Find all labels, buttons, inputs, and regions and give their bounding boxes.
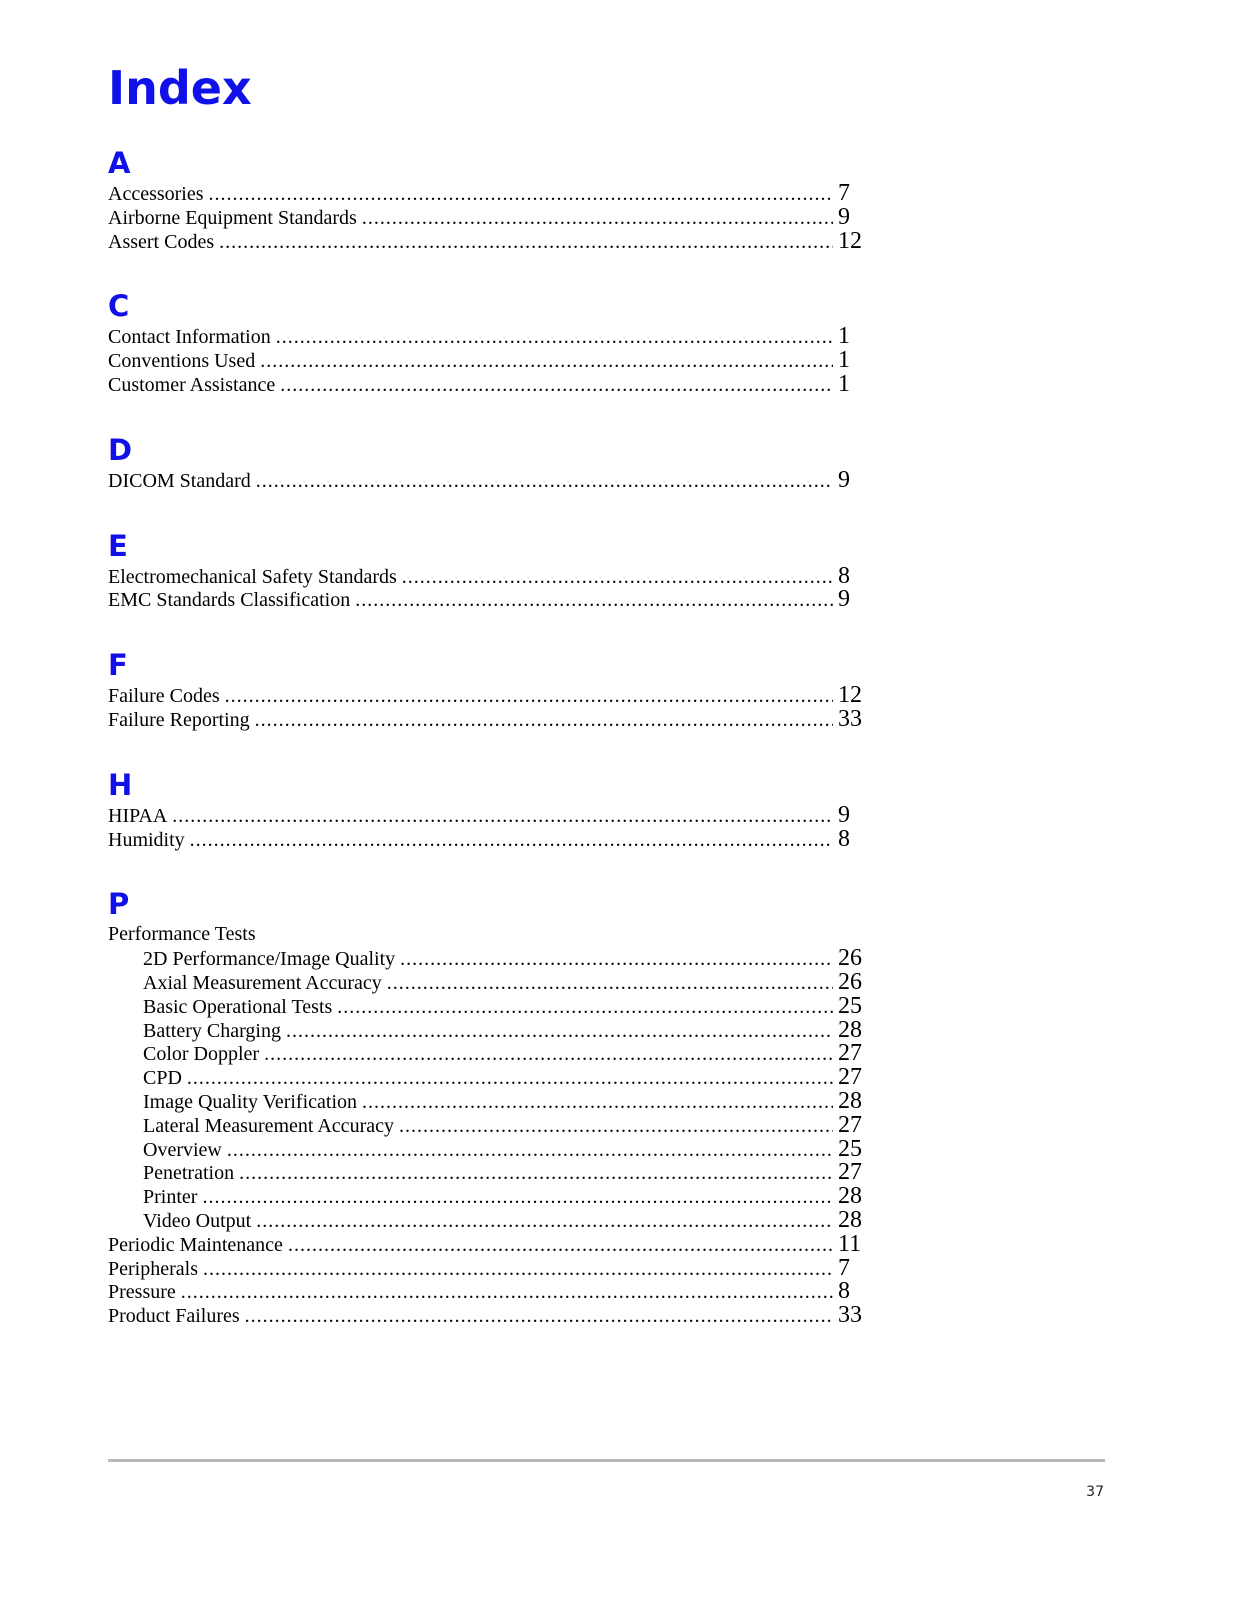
entry-page-number: 9 [838, 586, 850, 613]
entry-term: Lateral Measurement Accuracy [143, 1114, 394, 1137]
index-subentry [108, 1135, 866, 1162]
dot-leader [255, 709, 833, 733]
dot-leader [260, 350, 833, 374]
index-entry [108, 705, 866, 732]
entry-term: Image Quality Verification [143, 1090, 358, 1113]
index-subentry [108, 1111, 866, 1138]
entry-page-number: 27 [838, 1159, 862, 1186]
index-entry [108, 562, 866, 589]
dot-leader [172, 805, 833, 829]
page-title: Index [108, 61, 252, 115]
entry-page-number: 28 [838, 1016, 862, 1043]
dot-leader [355, 589, 833, 613]
index-entry [108, 588, 866, 612]
dot-leader [362, 207, 833, 231]
dot-leader [400, 948, 833, 972]
entry-page-number: 25 [838, 1135, 862, 1162]
section-letter: P [108, 887, 130, 922]
index-entry [108, 325, 866, 349]
index-section-a [108, 144, 866, 253]
entry-page-number: 9 [838, 203, 850, 230]
dot-leader [264, 1043, 833, 1067]
entry-term: Performance Tests [108, 923, 256, 946]
index-entry [108, 370, 866, 397]
entry-term: CPD [143, 1067, 182, 1090]
entry-page-number: 33 [838, 705, 862, 732]
section-letter: E [108, 528, 128, 563]
index-section-p [108, 885, 866, 1328]
dot-leader [286, 1020, 833, 1044]
index-subentry [108, 1042, 866, 1066]
entry-page-number: 8 [838, 1278, 850, 1305]
index-subentry [108, 992, 866, 1019]
index-section-h [108, 766, 866, 852]
section-letter: H [108, 767, 133, 802]
entry-term: Failure Codes [108, 685, 220, 708]
entry-term: Failure Reporting [108, 708, 250, 731]
entry-term: Battery Charging [143, 1019, 281, 1042]
entry-list [108, 801, 866, 852]
dot-leader [190, 829, 833, 853]
entry-term: Overview [143, 1138, 222, 1161]
entry-term: 2D Performance/Image Quality [143, 948, 396, 971]
footer-divider [108, 1459, 1105, 1462]
entry-page-number: 12 [838, 227, 862, 254]
dot-leader [402, 566, 833, 590]
index-section-d [108, 431, 866, 493]
dot-leader [209, 183, 833, 207]
entry-page-number: 28 [838, 1206, 862, 1233]
entry-page-number: 28 [838, 1087, 862, 1114]
dot-leader [202, 1186, 833, 1210]
entry-term: Video Output [143, 1209, 252, 1232]
index-subentry [108, 968, 866, 995]
dot-leader [387, 972, 833, 996]
index-entry [108, 923, 866, 947]
entry-page-number: 27 [838, 1040, 862, 1067]
index-subentry [108, 947, 866, 971]
index-entry [108, 801, 866, 828]
entry-term: Product Failures [108, 1305, 240, 1328]
dot-leader [256, 1210, 833, 1234]
entry-list [108, 684, 866, 732]
index-entry [108, 1280, 866, 1304]
entry-term: Peripherals [108, 1257, 198, 1280]
entry-term: Electromechanical Safety Standards [108, 565, 397, 588]
entry-page-number: 26 [838, 945, 862, 972]
entry-term: Axial Measurement Accuracy [143, 971, 382, 994]
entry-page-number: 27 [838, 1064, 862, 1091]
entry-page-number: 9 [838, 466, 850, 493]
index-entry [108, 1230, 866, 1257]
index-entry [108, 182, 866, 206]
entry-term: Color Doppler [143, 1043, 260, 1066]
entry-term: Accessories [108, 183, 204, 205]
index-subentry [108, 1206, 866, 1233]
entry-page-number: 7 [838, 1254, 850, 1281]
entry-list [108, 325, 866, 396]
entry-page-number: 26 [838, 968, 862, 995]
index-entry [108, 203, 866, 230]
index-section-e [108, 527, 866, 613]
dot-leader [227, 1139, 833, 1163]
entry-page-number: 27 [838, 1111, 862, 1138]
index-entry [108, 684, 866, 708]
entry-term: Penetration [143, 1162, 235, 1185]
entry-term: Humidity [108, 828, 185, 851]
index-subentry [108, 1066, 866, 1090]
section-letter: A [108, 146, 131, 180]
index-subentry [108, 1016, 866, 1043]
dot-leader [399, 1115, 833, 1139]
index-entry [108, 1254, 866, 1281]
entry-page-number: 1 [838, 370, 850, 397]
entry-list [108, 923, 866, 1328]
entry-page-number: 1 [838, 347, 850, 374]
entry-term: Pressure [108, 1281, 176, 1304]
entry-term: Basic Operational Tests [143, 995, 333, 1018]
index-section-c [108, 287, 866, 396]
index-subentry [108, 1087, 866, 1114]
entry-page-number: 8 [838, 825, 850, 852]
index-entry [108, 825, 866, 852]
entry-term: Customer Assistance [108, 373, 276, 396]
dot-leader [203, 1258, 833, 1282]
index-subentry [108, 1185, 866, 1209]
dot-leader [219, 231, 833, 255]
entry-page-number: 11 [838, 1230, 862, 1257]
entry-page-number: 28 [838, 1183, 862, 1210]
entry-term: DICOM Standard [108, 469, 251, 492]
section-letter: F [108, 648, 128, 683]
page-number: 37 [1086, 1484, 1104, 1500]
dot-leader [239, 1162, 833, 1186]
entry-list [108, 182, 866, 253]
index-body [108, 144, 866, 1362]
entry-term: Printer [143, 1186, 198, 1209]
entry-page-number: 33 [838, 1302, 862, 1329]
entry-page-number: 1 [838, 323, 850, 350]
dot-leader [280, 374, 833, 398]
entry-term: Contact Information [108, 326, 271, 349]
entry-term: Airborne Equipment Standards [108, 206, 357, 229]
dot-leader [362, 1091, 833, 1115]
dot-leader [256, 470, 833, 494]
entry-page-number: 8 [838, 562, 850, 589]
dot-leader [245, 1305, 833, 1329]
entry-term: Conventions Used [108, 350, 256, 373]
entry-term: EMC Standards Classification [108, 589, 351, 612]
entry-term: Assert Codes [108, 230, 215, 253]
section-letter: C [108, 289, 130, 324]
entry-page-number: 9 [838, 801, 850, 828]
section-letter: D [108, 432, 133, 467]
entry-list [108, 466, 866, 493]
entry-page-number: 7 [838, 180, 850, 206]
dot-leader [337, 996, 833, 1020]
dot-leader [225, 685, 833, 709]
index-entry [108, 349, 866, 373]
index-subentry [108, 1161, 866, 1185]
index-entry [108, 227, 866, 254]
index-entry [108, 1304, 866, 1328]
entry-list [108, 562, 866, 613]
entry-page-number: 25 [838, 992, 862, 1019]
dot-leader [288, 1234, 833, 1258]
entry-term: Periodic Maintenance [108, 1233, 283, 1256]
entry-page-number: 12 [838, 682, 862, 709]
entry-term: HIPAA [108, 804, 168, 827]
dot-leader [187, 1067, 833, 1091]
index-section-f [108, 646, 866, 732]
dot-leader [276, 326, 833, 350]
index-entry [108, 466, 866, 493]
dot-leader [181, 1281, 833, 1305]
